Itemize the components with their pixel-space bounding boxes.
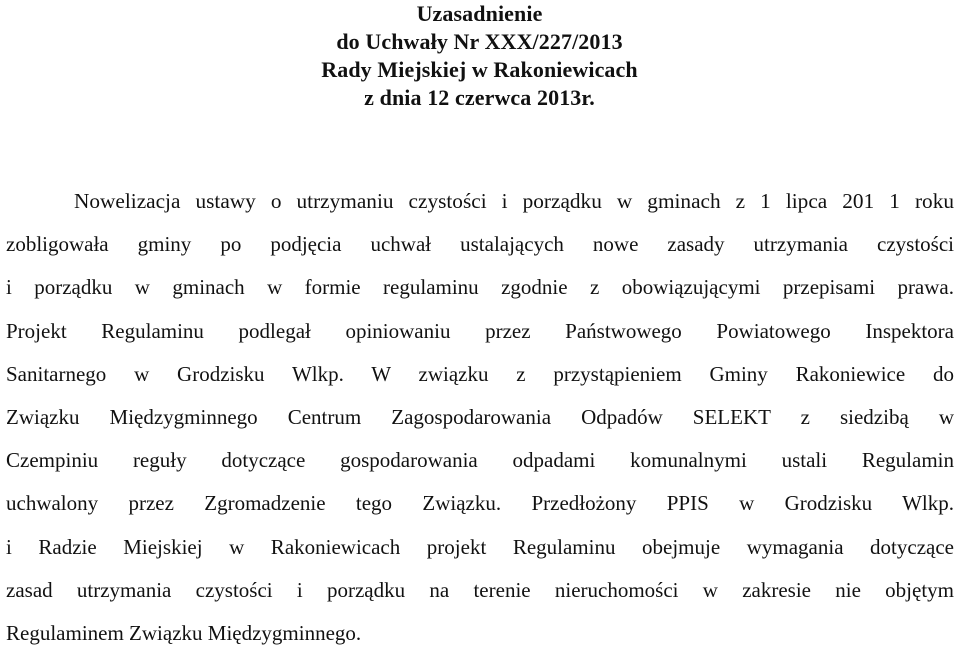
paragraph-line: Związku Międzygminnego Centrum Zagospodarowania Odpadów SELEKT z siedzibą w xyxy=(6,404,954,429)
heading-title: Uzasadnienie xyxy=(416,1,543,26)
heading-resolution-number: do Uchwały Nr XXX/227/2013 xyxy=(336,29,623,54)
justification-paragraph xyxy=(6,180,954,649)
paragraph-line: Regulaminem Związku Międzygminnego. xyxy=(6,620,362,645)
document-heading xyxy=(0,0,959,112)
paragraph-line: i porządku w gminach w formie regulaminu zgodnie z obowiązującymi przepisami prawa. xyxy=(6,275,954,300)
heading-date: z dnia 12 czerwca 2013r. xyxy=(364,85,595,110)
paragraph-line: Czempiniu reguły dotyczące gospodarowania odpadami komunalnymi ustali Regulamin xyxy=(6,448,954,473)
paragraph-line: zobligowała gminy po podjęcia uchwał ustalających nowe zasady utrzymania czystości xyxy=(6,232,954,257)
paragraph-line: uchwalony przez Zgromadzenie tego Związku. Przedłożony PPIS w Grodzisku Wlkp. xyxy=(6,491,954,516)
paragraph-line: zasad utrzymania czystości i porządku na terenie nieruchomości w zakresie nie objętym xyxy=(6,577,954,602)
paragraph-line: Sanitarnego w Grodzisku Wlkp. W związku z przystąpieniem Gminy Rakoniewice do xyxy=(6,361,954,386)
paragraph-line: i Radzie Miejskiej w Rakoniewicach projekt Regulaminu obejmuje wymagania dotyczące xyxy=(6,534,954,559)
heading-council: Rady Miejskiej w Rakoniewicach xyxy=(321,57,638,82)
paragraph-line: Nowelizacja ustawy o utrzymaniu czystości i porządku w gminach z 1 lipca 201 1 roku xyxy=(74,189,954,213)
paragraph-line: Projekt Regulaminu podlegał opiniowaniu przez Państwowego Powiatowego Inspektora xyxy=(6,318,954,343)
